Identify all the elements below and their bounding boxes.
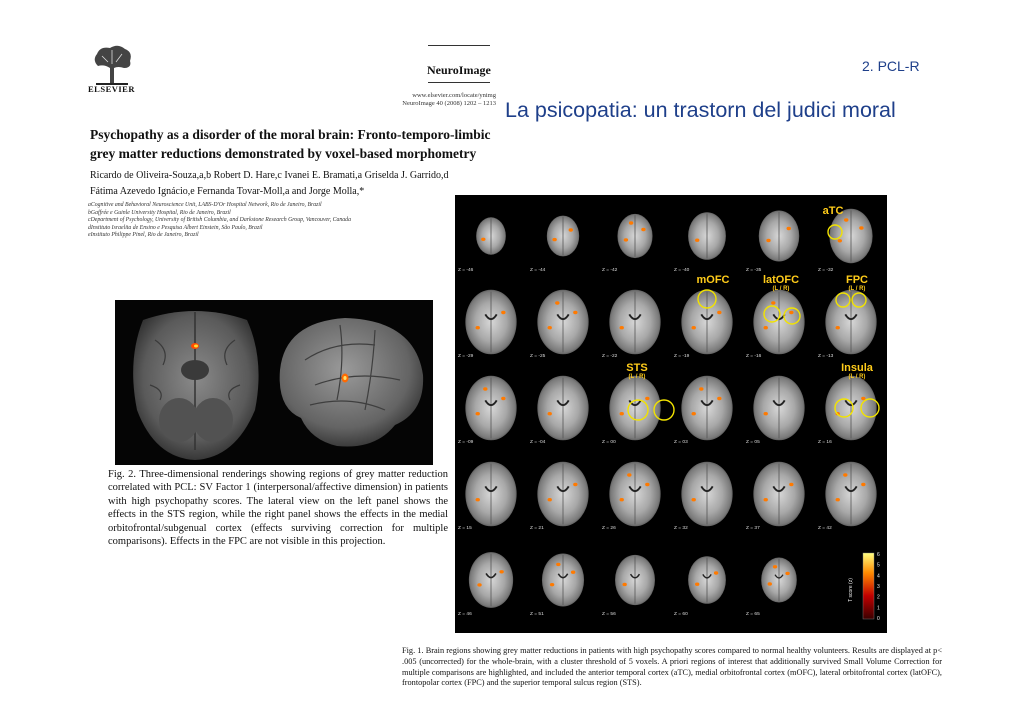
roi-label-atc: aTC	[822, 205, 844, 217]
effect-spot	[476, 326, 480, 329]
colorbar-tick: 5	[877, 562, 880, 569]
roi-label-sts: STS	[626, 362, 648, 374]
axial-slice	[818, 290, 877, 359]
effect-spot	[787, 227, 791, 230]
elsevier-tree-logo-icon	[88, 42, 136, 86]
roi-sublabel-insula: (L / R)	[848, 374, 866, 380]
slice-z-label: Z = 05	[746, 440, 760, 445]
effect-spot	[641, 228, 645, 231]
slice-z-label: Z = -09	[458, 440, 474, 445]
axial-slice	[818, 209, 873, 273]
author-list	[90, 168, 490, 199]
axial-slice	[674, 290, 733, 359]
slice-z-label: Z = 42	[818, 526, 832, 531]
effect-spot	[481, 238, 485, 241]
roi-label-fpc: FPC	[846, 274, 868, 286]
axial-slice	[602, 555, 655, 617]
effect-spot	[773, 565, 777, 568]
effect-spot	[692, 326, 696, 329]
roi-label-insula: Insula	[841, 362, 873, 374]
axial-slice	[818, 462, 877, 531]
effect-spot	[717, 397, 721, 400]
effect-spot	[861, 483, 865, 486]
effect-spot	[695, 239, 699, 242]
slice-z-label: Z = -44	[530, 268, 546, 273]
slice-z-label: Z = 65	[746, 612, 760, 617]
colorbar-tick: 1	[877, 605, 880, 612]
effect-spot	[556, 563, 560, 566]
effect-spot	[548, 498, 552, 501]
effect-spot	[627, 473, 631, 476]
figure1-slice-grid	[455, 195, 887, 633]
effect-spot	[476, 412, 480, 415]
slide-title: La psicopatia: un trastorn del judici moral	[505, 98, 896, 122]
effect-spot	[645, 483, 649, 486]
effect-spot	[717, 311, 721, 314]
affiliation-list	[88, 202, 418, 240]
axial-slice	[746, 290, 805, 359]
axial-slice	[530, 290, 589, 359]
section-tag: 2. PCL-R	[862, 58, 920, 74]
roi-sublabel-sts: (L / R)	[628, 374, 646, 380]
effect-spot	[836, 326, 840, 329]
slice-z-label: Z = 15	[458, 526, 472, 531]
slice-z-label: Z = -25	[530, 354, 546, 359]
slice-z-label: Z = 00	[602, 440, 616, 445]
effect-spot	[548, 412, 552, 415]
effect-spot	[645, 397, 649, 400]
axial-slice	[458, 462, 517, 531]
axial-slice	[674, 376, 733, 445]
journal-name: NeuroImage	[427, 63, 491, 77]
axial-slice	[674, 556, 726, 617]
effect-spot	[477, 583, 481, 586]
axial-slice	[530, 216, 579, 273]
colorbar-tick: 3	[877, 584, 880, 590]
figure2-brain-renderings	[115, 300, 433, 465]
slice-z-label: Z = 56	[602, 612, 616, 617]
effect-spot	[629, 221, 633, 224]
axial-slice	[602, 214, 653, 273]
paper-title: Psychopathy as a disorder of the moral brain: Fronto-temporo-limbic grey matter reductions demonstrated by voxel-based morphometry	[90, 127, 491, 161]
slice-z-label: Z = 21	[530, 526, 544, 531]
effect-spot	[555, 301, 559, 304]
effect-spot	[764, 326, 768, 329]
effect-spot	[764, 412, 768, 415]
journal-volume: NeuroImage 40 (2008) 1202 – 1213	[402, 99, 496, 107]
effect-spot	[768, 582, 772, 585]
effect-spot	[571, 571, 575, 574]
colorbar-tick: 6	[877, 552, 880, 558]
effect-spot	[569, 228, 573, 231]
roi-label-mofc: mOFC	[696, 274, 730, 286]
axial-slice	[458, 217, 506, 273]
effect-spot	[699, 387, 703, 390]
figure1-caption: Fig. 1. Brain regions showing grey matter reductions in patients with high psychopathy scores compared to normal healthy volunteers. Results are displayed at p< .005 (uncorrected) for the whole-brain, with a cluster threshold of 5 voxels. A priori regions of interest that additionally survived Small Volume Correction for multiple comparisons are highlighted, and included the anterior temporal cortex (aTC), medial orbitofrontal cortex (mOFC), lateral orbitofrontal cortex (latOFC), frontopolar cortex (FPC) and the superior temporal sulcus region (STS).	[402, 646, 942, 688]
axial-slice	[674, 212, 726, 273]
effect-spot	[844, 218, 848, 221]
roi-sublabel-fpc: (L / R)	[848, 286, 866, 292]
journal-citation	[400, 92, 496, 108]
effect-spot	[622, 583, 626, 586]
slice-z-label: Z = -32	[818, 268, 834, 273]
colorbar	[848, 552, 880, 622]
effect-spot	[620, 412, 624, 415]
effect-spot	[838, 239, 842, 242]
effect-spot	[861, 397, 865, 400]
slice-z-label: Z = 16	[818, 440, 832, 445]
affiliation: eInstituto Philippe Pinel, Rio de Janeiro, Brazil	[88, 232, 199, 239]
effect-spot	[552, 238, 556, 241]
author-line: Ricardo de Oliveira-Souza,a,b Robert D. Hare,c Ivanei E. Bramati,a Griselda J. Garrido,d	[90, 170, 449, 181]
slice-z-label: Z = -19	[674, 354, 690, 359]
effect-spot	[624, 238, 628, 241]
colorbar-gradient	[863, 553, 874, 619]
colorbar-tick: 4	[877, 573, 880, 580]
effect-spot	[573, 483, 577, 486]
effect-spot	[501, 311, 505, 314]
affiliation: cDepartment of Psychology, University of British Columbia, and Darkstone Research Group, Vancouver, Canada	[88, 217, 351, 224]
effect-spot	[714, 571, 718, 574]
axial-slice	[602, 290, 661, 359]
slice-layer	[458, 209, 877, 617]
axial-slice	[602, 376, 661, 445]
axial-slice	[746, 558, 797, 617]
brain-lateral-view	[280, 318, 423, 447]
axial-slice	[602, 462, 661, 531]
axial-slice	[746, 462, 805, 531]
effect-spot	[764, 498, 768, 501]
effect-spot	[785, 572, 789, 575]
journal-url: www.elsevier.com/locate/ynimg	[412, 92, 496, 99]
effect-spot	[499, 570, 503, 573]
effect-spot	[483, 387, 487, 390]
effect-spot	[766, 239, 770, 242]
journal-rule-bottom	[428, 82, 490, 83]
effect-spot	[843, 473, 847, 476]
axial-slice	[530, 376, 589, 445]
axial-slice	[458, 552, 513, 617]
roi-label-latofc: latOFC	[762, 274, 800, 286]
slice-z-label: Z = -40	[674, 268, 690, 273]
effect-spot	[859, 226, 863, 229]
slice-z-label: Z = -16	[746, 354, 762, 359]
roi-sublabel-latofc: (L / R)	[772, 286, 790, 292]
slice-z-label: Z = 32	[674, 526, 688, 531]
effect-spot	[692, 412, 696, 415]
publisher-name: ELSEVIER	[88, 84, 135, 94]
effect-spot	[789, 311, 793, 314]
effect-spot	[836, 498, 840, 501]
colorbar-ticks	[877, 552, 880, 622]
brain-inferior-view	[133, 311, 258, 460]
slice-z-label: Z = -46	[458, 268, 474, 273]
effect-spot	[789, 483, 793, 486]
effect-spot	[573, 311, 577, 314]
colorbar-tick: 2	[877, 594, 880, 601]
effect-spot	[550, 583, 554, 586]
axial-slice	[530, 462, 589, 531]
colorbar-title: T score (z)	[848, 578, 854, 602]
slice-z-label: Z = -22	[602, 354, 618, 359]
slice-z-label: Z = -29	[458, 354, 474, 359]
effect-spot	[692, 498, 696, 501]
slice-z-label: Z = -04	[530, 440, 546, 445]
axial-slice	[458, 376, 517, 445]
affiliation: dInstituto Israelita de Ensino e Pesquisa Albert Einstein, São Paulo, Brazil	[88, 224, 263, 231]
affiliation: bGaffrée e Guinle University Hospital, Rio de Janeiro, Brazil	[88, 209, 231, 216]
axial-slice	[746, 211, 799, 274]
slice-z-label: Z = -13	[818, 354, 834, 359]
effect-spot	[548, 326, 552, 329]
slice-z-label: Z = -35	[746, 268, 762, 273]
axial-slice	[458, 290, 517, 359]
effect-spot	[620, 326, 624, 329]
effect-spot	[501, 397, 505, 400]
axial-slice	[818, 376, 877, 445]
slice-z-label: Z = 60	[674, 612, 688, 617]
effect-spot	[771, 301, 775, 304]
effect-spot	[476, 498, 480, 501]
effect-spot	[620, 498, 624, 501]
journal-rule-top	[428, 45, 490, 46]
author-line: Fátima Azevedo Ignácio,e Fernanda Tovar-Moll,a and Jorge Molla,*	[90, 185, 365, 197]
effect-spot	[695, 583, 699, 586]
axial-slice	[530, 553, 584, 617]
figure2-image	[115, 300, 433, 465]
affiliation: aCognitive and Behavioral Neuroscience Unit, LABS-D'Or Hospital Network, Rio de Janeiro, Brazil	[88, 202, 322, 208]
slice-z-label: Z = 26	[602, 526, 616, 531]
figure1-axial-slices	[455, 195, 887, 633]
figure2-caption: Fig. 2. Three-dimensional renderings showing regions of grey matter reduction correlated with PCL: SV Factor 1 (interpersonal/affective dimension) in patients with high psychopathy scores. The lateral view on the left panel shows the effects in the STS region, while the right panel shows the effects in the medial orbitofrontal/subgenual cortex (effects surviving correction for multiple comparisons). Effects in the FPC are not visible in this projection.	[108, 469, 448, 548]
axial-slice	[674, 462, 733, 531]
colorbar-tick: 0	[877, 616, 880, 622]
slice-z-label: Z = 03	[674, 440, 688, 445]
slice-z-label: Z = 46	[458, 612, 472, 617]
slice-z-label: Z = 37	[746, 526, 760, 531]
axial-slice	[746, 376, 805, 445]
slice-z-label: Z = -42	[602, 268, 618, 273]
slice-z-label: Z = 51	[530, 612, 544, 617]
